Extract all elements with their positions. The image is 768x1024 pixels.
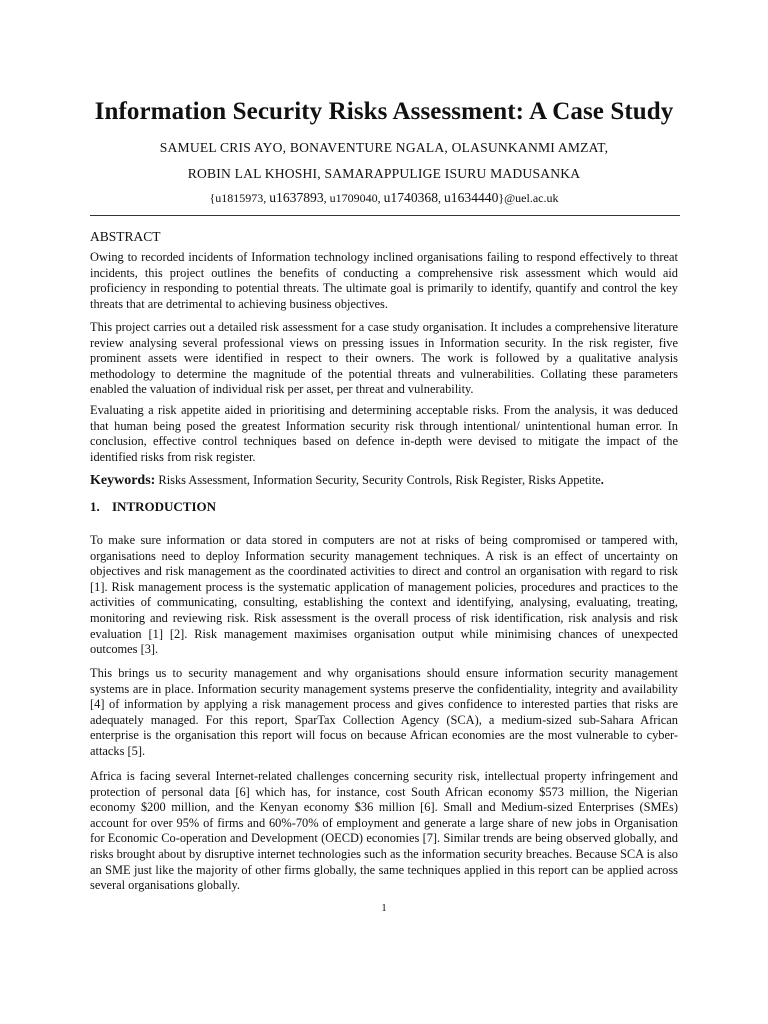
- keywords-end: .: [600, 473, 604, 487]
- section-number: 1.: [90, 499, 100, 514]
- section-heading-introduction: [90, 499, 216, 515]
- email-part: {u1815973,: [209, 191, 270, 205]
- keywords-line: [90, 472, 690, 489]
- abstract-paragraph-1: Owing to recorded incidents of Information technology inclined organisations failing to respond effectively to threat incidents, this project outlines the benefits of conducting a comprehensive risk assessment which would aid proficiency in responding to potential threats. The ultimate goal is primarily to identify, quantify and control the key threats that are detrimental to achieving business objectives.: [90, 250, 678, 311]
- email-id: u1740368: [383, 190, 438, 205]
- intro-paragraph-1: To make sure information or data stored in computers are not at risks of being compromised or tampered with, organisations need to deploy Information security management techniques. A risk is an effect of uncertainty on objectives and risk management as the coordinated activities to direct and control an organisation with regard to risk [1]. Risk management process is the systematic application of management policies, procedures and practices to the activities of communicating, consulting, establishing the context and identifying, analysing, evaluating, treating, monitoring and reviewing risk. Risk assessment is the overall process of risk identification, risk analysis and risk evaluation [1] [2]. Risk management maximises organisation output while minimising chances of unexpected outcomes [3].: [90, 533, 678, 657]
- intro-paragraph-3: Africa is facing several Internet-related challenges concerning security risk, intellectual property infringement and protection of personal data [6] which has, for instance, cost South African economy $573 million, the Nigerian economy $200 million, and the Kenyan economy $36 million [6]. Small and Medium-sized Enterprises (SMEs) account for over 95% of firms and 60%-70% of employment and generate a large share of new jobs in Organisation for Economic Co-operation and Development (OECD) economies [7]. Similar trends are being observed globally, and risks brought about by disruptive internet technologies such as the information security breaches. Because SCA is also an SME just like the majority of other firms globally, the same techniques applied in this report can be applied across several organisations globally.: [90, 769, 678, 893]
- abstract-heading: ABSTRACT: [90, 229, 161, 244]
- email-domain: }@uel.ac.uk: [498, 191, 559, 205]
- keywords-label: Keywords:: [90, 473, 156, 488]
- email-part: , u1709040,: [323, 191, 384, 205]
- abstract-paragraph-3: Evaluating a risk appetite aided in prioritising and determining acceptable risks. From the analysis, it was deduced that human being posed the greatest Information security risk through intentional/ unintentional human error. In conclusion, effective control techniques based on defence in-depth were devised to mitigate the impact of the identified risks from risk register.: [90, 403, 678, 464]
- email-id: u1634440: [444, 190, 499, 205]
- authors-line-2: ROBIN LAL KHOSHI, SAMARAPPULIGE ISURU MADUSANKA: [187, 166, 581, 181]
- email-part: ,: [438, 191, 444, 205]
- email-id: u1637893: [269, 190, 324, 205]
- paper-title: Information Security Risks Assessment: A Case Study: [94, 98, 674, 125]
- header-divider: [90, 215, 680, 216]
- keywords-text: Risks Assessment, Information Security, Security Controls, Risk Register, Risks Appetite: [155, 473, 601, 487]
- abstract-paragraph-2: This project carries out a detailed risk assessment for a case study organisation. It includes a comprehensive literature review analysing several professional views on pressing issues in Information security. In the risk register, five prominent assets were identified in respect to their owners. The work is followed by a qualitative analysis methodology to determine the magnitude of the potential threats and vulnerabilities. Collating these parameters enabled the valuation of individual risk per asset, per threat and vulnerability.: [90, 320, 678, 397]
- section-title: INTRODUCTION: [112, 499, 217, 514]
- page-number: 1: [381, 902, 387, 914]
- authors-line-1: SAMUEL CRIS AYO, BONAVENTURE NGALA, OLASUNKANMI AMZAT,: [159, 140, 609, 155]
- intro-paragraph-2: This brings us to security management and why organisations should ensure information security management systems are in place. Information security management systems preserve the confidentiality, integrity and availability [4] of information by applying a risk management process and gives confidence to interested parties that risks are adequately managed. For this report, SparTax Collection Agency (SCA), a medium-sized sub-Sahara African enterprise is the organisation this report will focus on because African economies are the most vulnerable to cyber-attacks [5].: [90, 666, 678, 758]
- author-emails: [0, 190, 768, 206]
